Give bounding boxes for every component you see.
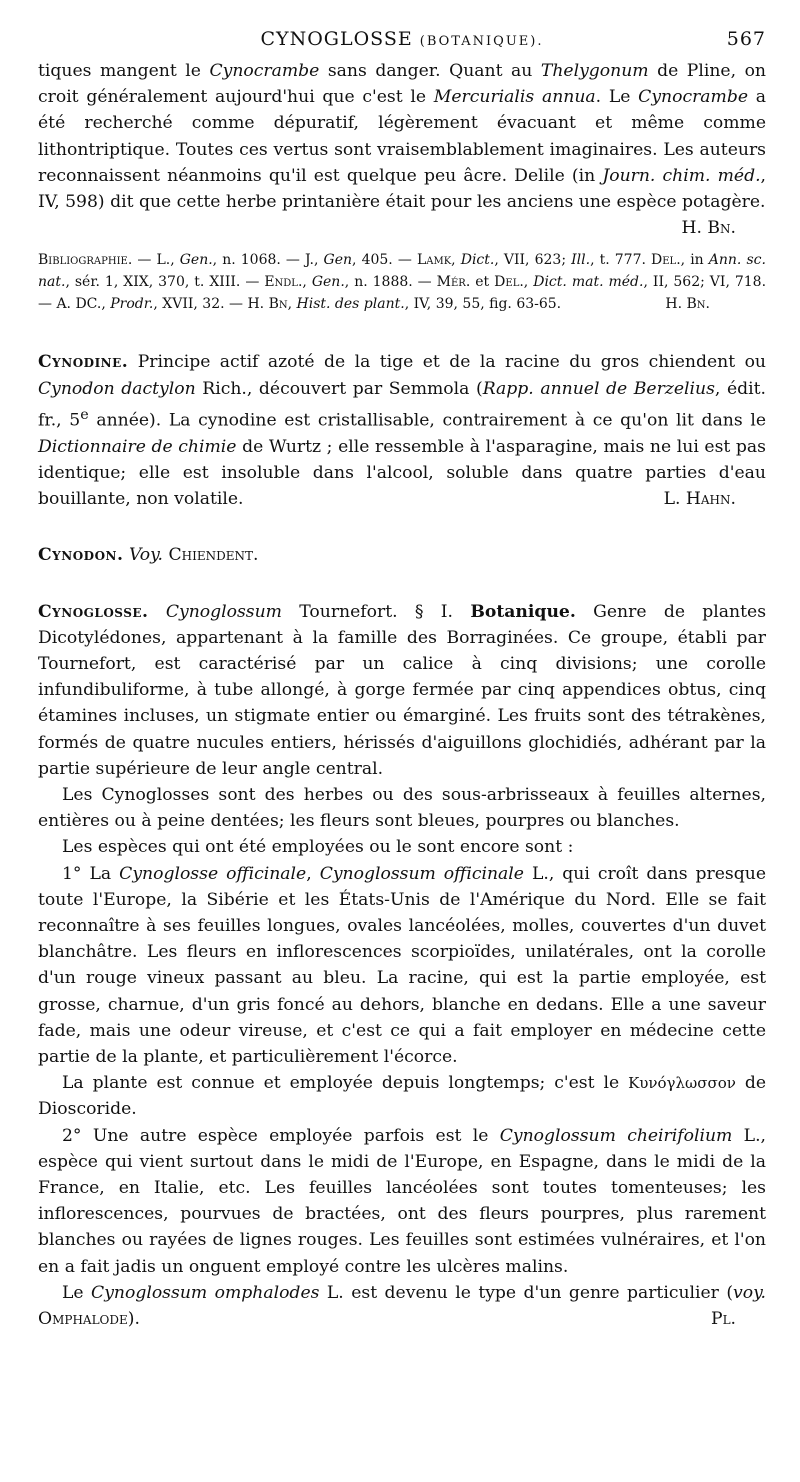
- cynoglosse-paragraph-7: Le Cynoglossum omphalodes L. est devenu le type d'un genre particulier (voy. Omphalode). Pl.: [38, 1280, 766, 1332]
- cynoglosse-signature: Pl.: [711, 1309, 736, 1330]
- cynoglosse-paragraph-3: Les espèces qui ont été employées ou le sont encore sont :: [62, 837, 574, 858]
- bibliography: Bibliographie. — L., Gen., n. 1068. — J., Gen, 405. — Lamk, Dict., VII, 623; Ill., t. 777. Del., in Ann. sc. nat., sér. 1, XIX, 370, t. XIII. — Endl., Gen., n. 1888. — Mér. et Del., Dict. mat. méd., II, 562; VI, 718. — A. DC., Prodr., XVII, 32. — H. Bn, Hist. des plant., IV, 39, 55, fig. 63-65. H. Bn.: [38, 249, 766, 315]
- greek-term: Κυνόγλωσσον: [628, 1074, 736, 1093]
- running-title-subtitle: (BOTANIQUE).: [419, 34, 544, 49]
- entry-head-cynodon: Cynodon.: [38, 545, 124, 566]
- running-head: [38, 28, 766, 58]
- section-label-botanique: Botanique.: [470, 601, 576, 622]
- cynoglosse-paragraph-5: La plante est connue et employée depuis longtemps; c'est le Κυνόγλωσσον de Dioscoride.: [38, 1073, 767, 1120]
- cynodine-entry: Cynodine. Principe actif azoté de la tige et de la racine du gros chiendent ou Cynodon dactylon Rich., découvert par Semmola (Rapp. annuel de Berzelius, édit. fr., 5e année). La cynodine est cristallisable, contrairement à ce qu'on lit dans le Dictionnaire de chimie de Wurtz ; elle ressemble à l'asparagine, mais ne lui est pas identique; elle est insoluble dans l'alcool, soluble dans quatre parties d'eau bouillante, non volatile. L. Hahn.: [38, 349, 766, 512]
- cynocrambe-paragraph: tiques mangent le Cynocrambe sans danger. Quant au Thelygonum de Pline, on croit généralement aujourd'hui que c'est le Mercurialis annua. Le Cynocrambe a été recherché comme dépuratif, légèrement évacuant et même comme lithontriptique. Toutes ces vertus sont vraisemblablement imaginaires. Les auteurs reconnaissent néanmoins qu'il est quelque peu âcre. Delile (in Journ. chim. méd., IV, 598) dit que cette herbe printanière était pour les anciens une espèce potagère. H. Bn.: [38, 58, 766, 215]
- cynodon-entry: [38, 542, 766, 568]
- entry-head-cynoglosse: Cynoglosse.: [38, 601, 149, 622]
- entry-head-cynodine: Cynodine.: [38, 352, 129, 373]
- cynodon-voy: Voy.: [128, 545, 164, 566]
- cynodine-signature: L. Hahn.: [663, 489, 736, 510]
- cynodon-cross-reference: Chiendent.: [168, 545, 259, 566]
- page-number: 567: [726, 28, 766, 50]
- bibliography-label: Bibliographie.: [38, 252, 133, 269]
- bibliography-signature: H. Bn.: [665, 296, 710, 313]
- cynocrambe-signature: H. Bn.: [681, 218, 736, 239]
- cynoglosse-paragraph-2: Les Cynoglosses sont des herbes ou des sous-arbrisseaux à feuilles alternes, entières ou à peine dentées; les fleurs sont bleues, pourpres ou blanches.: [38, 785, 766, 832]
- cynoglosse-species-2: 2° Une autre espèce employée parfois est le Cynoglossum cheirifolium L., espèce qui vient surtout dans le midi de l'Europe, en Espagne, dans le midi de la France, en Italie, etc. Les feuilles lancéolées sont toutes tomenteuses; les inflorescences, pourvues de bractées, ont des fleurs pourpres, plus rarement blanches ou rayées de lignes rouges. Les feuilles sont estimées vulnéraires, et l'on en a fait jadis un onguent employé contre les ulcères malins.: [38, 1125, 766, 1277]
- running-title-main: CYNOGLOSSE: [260, 28, 413, 50]
- cynoglosse-species-1: 1° La Cynoglosse officinale, Cynoglossum officinale L., qui croît dans presque toute l'Europe, la Sibérie et les États-Unis de l'Amérique du Nord. Elle se fait reconnaître à ses feuilles longues, ovales lancéolées, molles, couvertes d'un duvet blanchâtre. Les fleurs en inflorescences scorpioïdes, unilatérales, ont la corolle d'un rouge vineux passant au bleu. La racine, qui est la partie employée, est grosse, charnue, d'un gris foncé au dehors, blanche en dedans. Elle a une saveur fade, mais une odeur vireuse, et c'est ce qui a fait employer en médecine cette partie de la plante, et particulièrement l'écorce.: [38, 863, 766, 1068]
- running-title: [38, 28, 766, 50]
- cynoglosse-intro: Cynoglosse. Cynoglossum Tournefort. § I. Botanique. Genre de plantes Dicotylédones, appartenant à la famille des Borraginées. Ce groupe, établi par Tournefort, est caractérisé par un calice à cinq divisions; une corolle infundibuliforme, à tube allongé, à gorge fermée par cinq appendices obtus, cinq étamines incluses, un stigmate entier ou émarginé. Les fruits sont des tétrakènes, formés de quatre nucules entiers, hérissés d'aiguillons glochidiés, adhérant par la partie supérieure de leur angle central.: [38, 601, 767, 779]
